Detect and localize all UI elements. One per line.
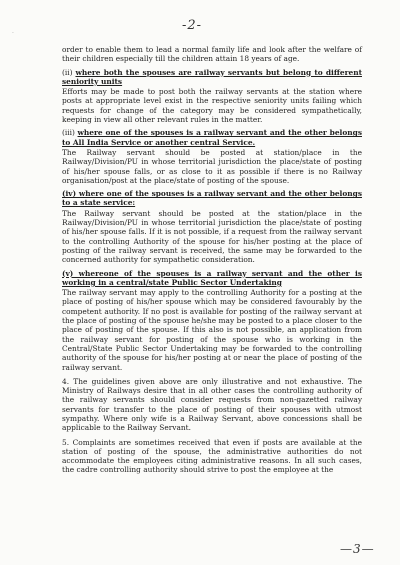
section-number: (iii)	[62, 128, 78, 138]
section-title: where one of the spouses is a railway servant and the other belongs to All India Service or another central Service.	[62, 128, 362, 147]
paragraph-continuation: order to enable them to lead a normal family life and look after the welfare of their children especially till the children attain 18 years of age.	[62, 45, 362, 64]
section-heading-ii	[62, 68, 362, 87]
next-page-mark: —3—	[340, 542, 375, 556]
section-title: (iv) where one of the spouses is a railway servant and the other belongs to a state service:	[62, 189, 362, 208]
numbered-paragraph-5: 5. Complaints are sometimes received that even if posts are available at the station of posting of the spouse, the administrative authorities do not accommodate the employees citing administrative reasons. In all such cases, the cadre controlling authority should strive to post the employee at the	[62, 437, 362, 475]
section-paragraph-ii: Efforts may be made to post both the railway servants at the station where posts at appropriate level exist in the respective seniority units failing which requests for change of the category may be considered sympathetically, keeping in view all other relevant rules in the matter.	[62, 87, 362, 125]
numbered-paragraph-4: 4. The guidelines given above are only illustrative and not exhaustive. The Ministry of Railways desire that in all other cases the controlling authority of the railway servants should consider requests from non-gazetted railway servants for transfer to the place of posting of their spouses with utmost sympathy. Where only wife is a Railway Servant, above concessions shall be applicable to the Railway Servant.	[62, 376, 362, 433]
section-number: (ii)	[62, 67, 76, 77]
section-paragraph-iii: The Railway servant should be posted at station/place in the Railway/Division/PU in whose territorial jurisdiction the place/state of posting of his/her spouse falls, or as close to it as possible if there is no Railway organisation/post at the place/state of posting of the spouse.	[62, 147, 362, 185]
section-paragraph-iv: The Railway servant should be posted at the station/place in the Railway/Division/PU in whose territorial jurisdiction the place/state of posting of his/her spouse falls. If it is not possible, if a request from the railway servant to the controlling Authority of the spouse for his/her posting at the place of posting of the railway servant is received, the same may be forwarded to the concerned authority for sympathetic consideration.	[62, 208, 362, 265]
document-body	[62, 45, 362, 479]
page-number: -2-	[182, 18, 203, 33]
section-paragraph-v: The railway servant may apply to the controlling Authority for a posting at the place of posting of his/her spouse which may be considered favourably by the competent authority. If no post is available for posting of the railway servant at the place of posting of the spouse he/she may be posted to a place closer to the place of posting of the spouse. If this also is not possible, an application from the railway servant for posting of the spouse who is working in the Central/State Public Sector Undertaking may be forwarded to the controlling authority of the spouse for his/her posting at or near the place of posting of the railway servant.	[62, 288, 362, 372]
section-heading-iv	[62, 189, 362, 208]
corner-mark: ·	[12, 30, 14, 37]
section-title: where both the spouses are railway servants but belong to different seniority units	[62, 67, 362, 86]
section-title: (v) whereone of the spouses is a railway servant and the other is working in a central/state Public Sector Undertaking	[62, 268, 362, 287]
section-heading-v	[62, 269, 362, 288]
section-heading-iii	[62, 128, 362, 147]
